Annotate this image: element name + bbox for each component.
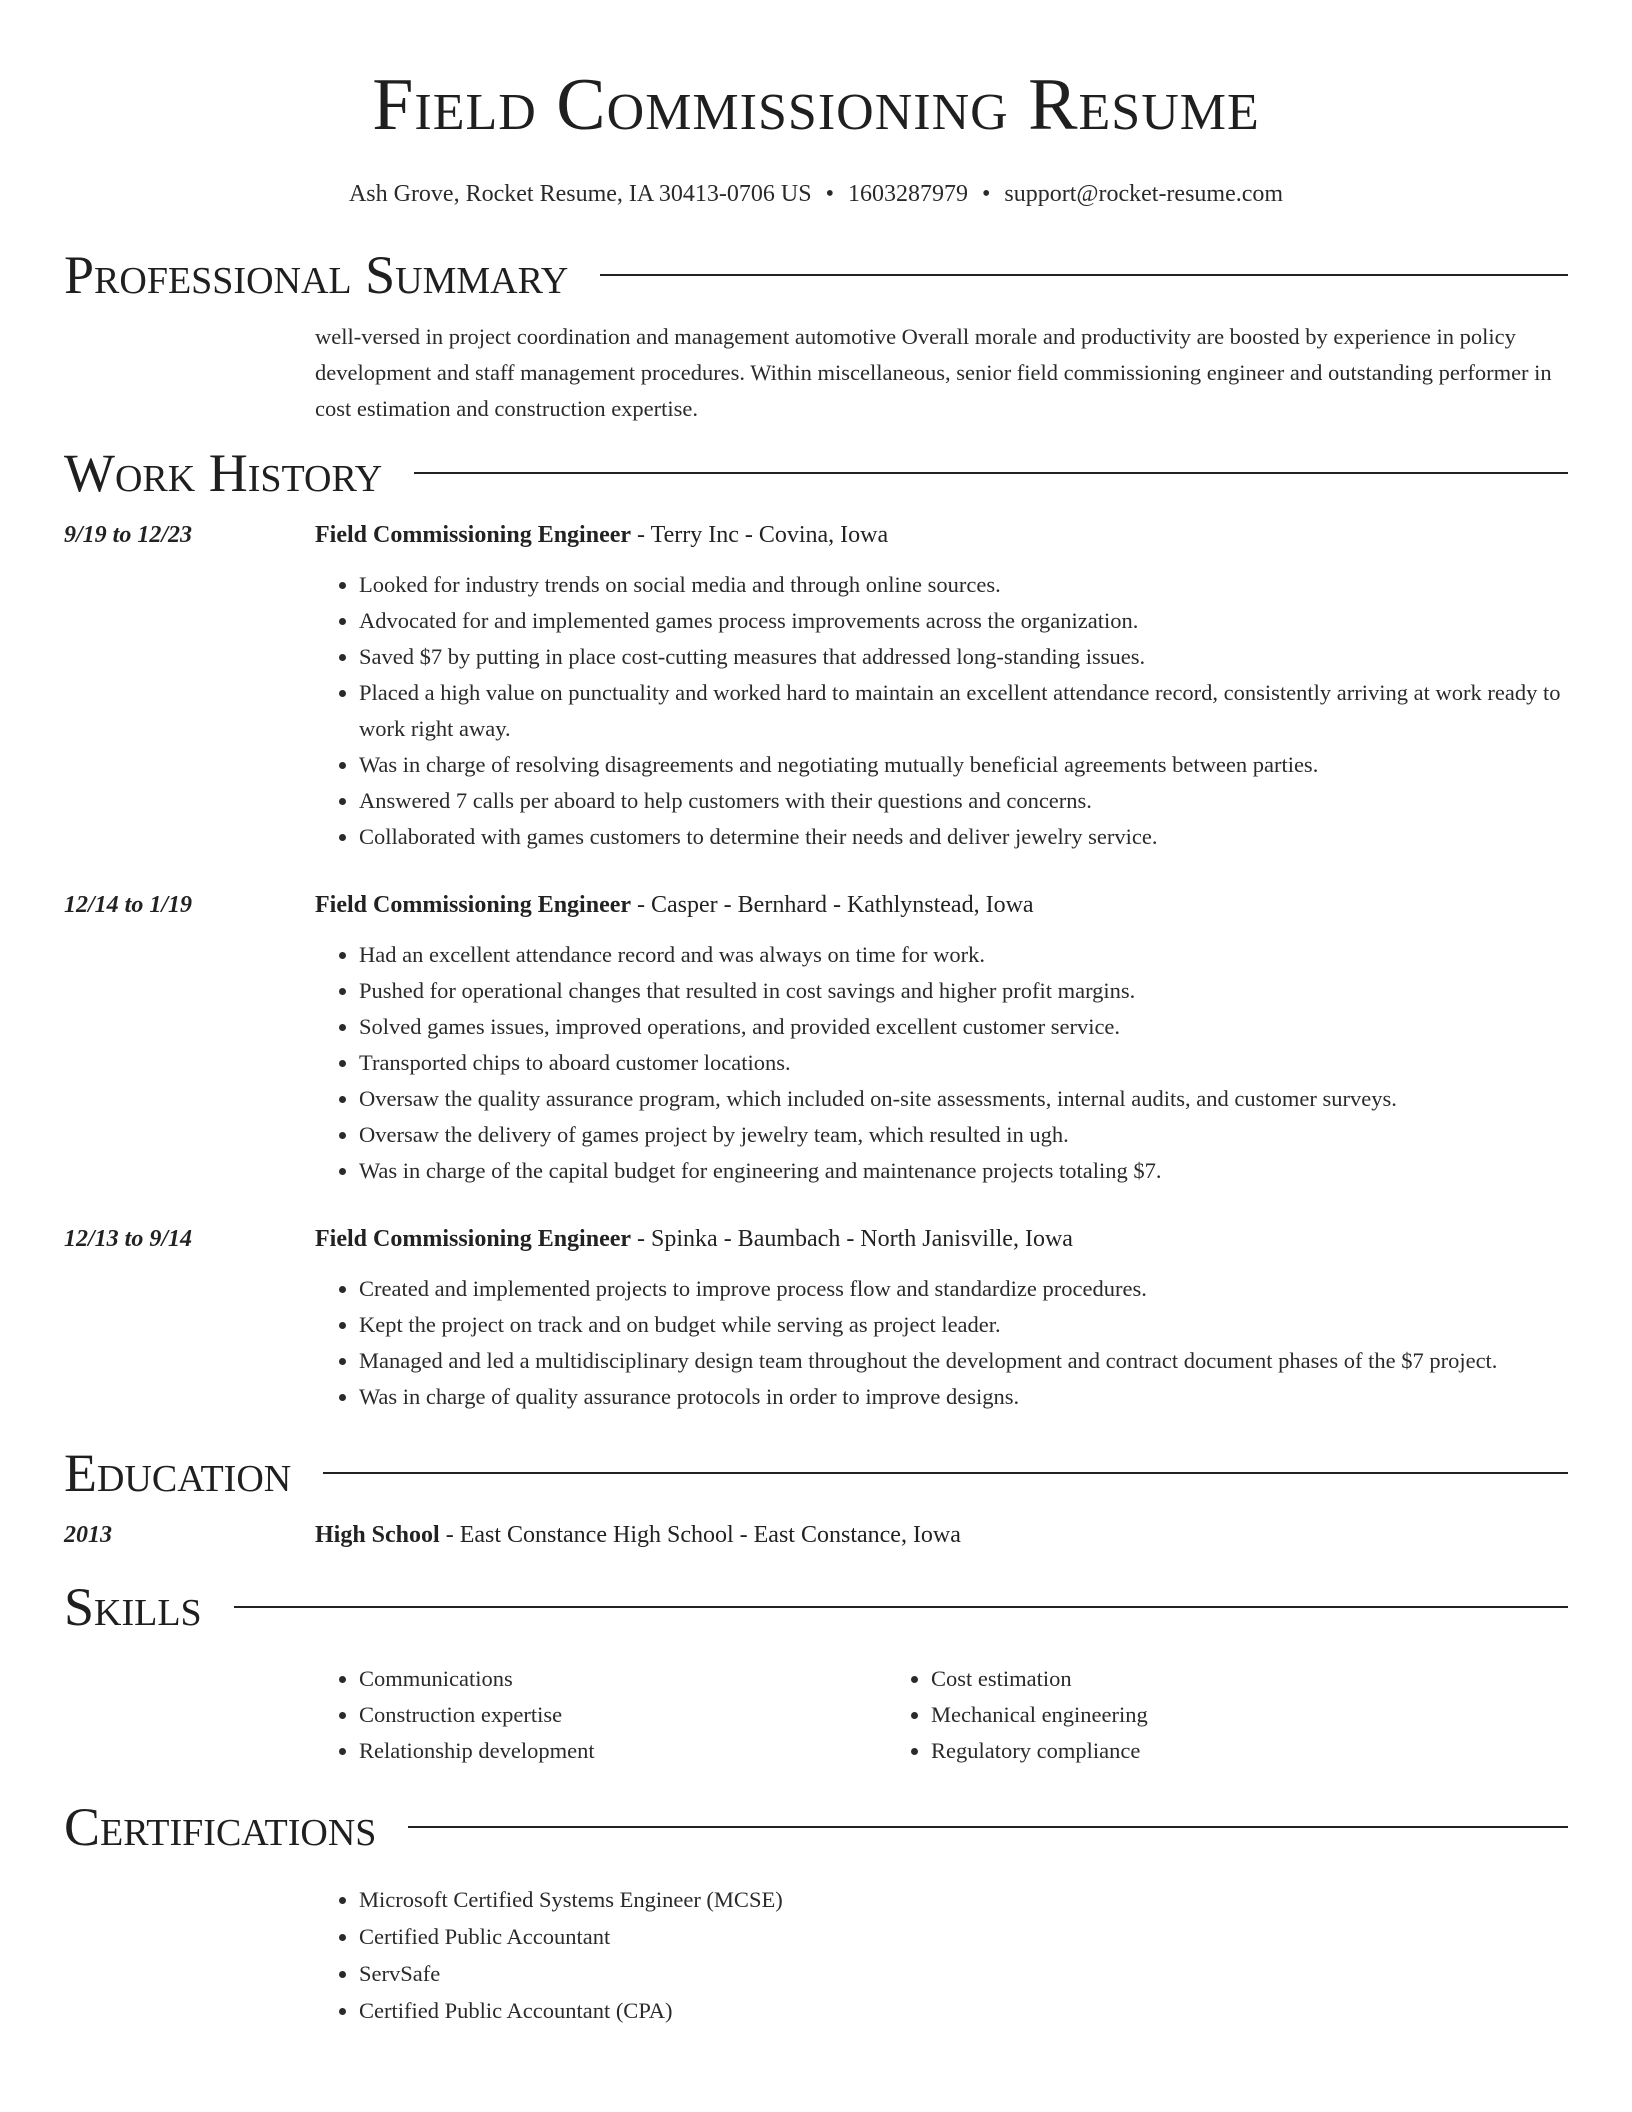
summary-text: well-versed in project coordination and management automotive Overall morale and productivity are boosted by experience in policy development and staff management procedures. Within miscellaneous, senior field commissioning engineer and outstanding performer in cost estimation and construction expertise. bbox=[315, 324, 1552, 421]
degree-title: High School bbox=[315, 1522, 440, 1548]
list-item: • Answered 7 calls per aboard to help customers with their questions and concerns. bbox=[359, 783, 1568, 819]
job-details: - Terry Inc - Covina, Iowa bbox=[631, 522, 889, 548]
work-title-line bbox=[315, 1221, 1568, 1257]
list-item: • Was in charge of quality assurance protocols in order to improve designs. bbox=[359, 1379, 1568, 1415]
resume-title: Field Commissioning Resume bbox=[372, 64, 1260, 146]
contact-email: support@rocket-resume.com bbox=[1004, 181, 1284, 207]
list-item: • ServSafe bbox=[359, 1955, 1568, 1992]
list-item: • Communications bbox=[359, 1661, 887, 1697]
section-divider bbox=[408, 1826, 1568, 1828]
education-section-title: Education bbox=[64, 1443, 292, 1503]
work-date: 12/14 to 1/19 bbox=[64, 892, 193, 918]
work-date: 9/19 to 12/23 bbox=[64, 522, 193, 548]
education-section-header bbox=[64, 1443, 1568, 1503]
list-item: • Managed and led a multidisciplinary design team throughout the development and contract document phases of the $7 project. bbox=[359, 1343, 1568, 1379]
list-item: • Collaborated with games customers to determine their needs and deliver jewelry service. bbox=[359, 819, 1568, 855]
work-bullets bbox=[315, 1271, 1568, 1415]
certifications-section-header bbox=[64, 1797, 1568, 1857]
summary-section-header bbox=[64, 245, 1568, 305]
summary-section-title: Professional Summary bbox=[64, 245, 569, 305]
certifications-section-title: Certifications bbox=[64, 1797, 377, 1857]
work-section-header bbox=[64, 443, 1568, 503]
list-item: • Relationship development bbox=[359, 1733, 887, 1769]
list-item: • Looked for industry trends on social media and through online sources. bbox=[359, 567, 1568, 603]
work-section-title: Work History bbox=[64, 443, 383, 503]
contact-separator: • bbox=[981, 181, 991, 207]
work-entry-body bbox=[315, 517, 1568, 855]
list-item: • Certified Public Accountant bbox=[359, 1918, 1568, 1955]
skills-section-header bbox=[64, 1577, 1568, 1637]
list-item: • Had an excellent attendance record and was always on time for work. bbox=[359, 937, 1568, 973]
list-item: • Solved games issues, improved operations, and provided excellent customer service. bbox=[359, 1009, 1568, 1045]
list-item: • Was in charge of resolving disagreements and negotiating mutually beneficial agreements between parties. bbox=[359, 747, 1568, 783]
list-item: • Transported chips to aboard customer locations. bbox=[359, 1045, 1568, 1081]
list-item: • Was in charge of the capital budget for engineering and maintenance projects totaling $7. bbox=[359, 1153, 1568, 1189]
contact-address: Ash Grove, Rocket Resume, IA 30413-0706 US bbox=[348, 181, 812, 207]
work-date: 12/13 to 9/14 bbox=[64, 1226, 193, 1252]
skills-column-right bbox=[887, 1661, 1459, 1769]
list-item: • Advocated for and implemented games process improvements across the organization. bbox=[359, 603, 1568, 639]
list-item: • Placed a high value on punctuality and worked hard to maintain an excellent attendance record, consistently arriving at work ready to work right away. bbox=[359, 675, 1568, 747]
contact-phone: 1603287979 bbox=[847, 181, 968, 207]
education-title-line bbox=[315, 1517, 1568, 1553]
list-item: • Certified Public Accountant (CPA) bbox=[359, 1992, 1568, 2029]
certifications-bullets bbox=[315, 1881, 1568, 2029]
list-item: • Microsoft Certified Systems Engineer (MCSE) bbox=[359, 1881, 1568, 1918]
certifications-list bbox=[315, 1881, 1568, 2029]
job-title: Field Commissioning Engineer bbox=[315, 1226, 632, 1252]
list-item: • Oversaw the delivery of games project by jewelry team, which resulted in ugh. bbox=[359, 1117, 1568, 1153]
list-item: • Regulatory compliance bbox=[931, 1733, 1459, 1769]
skills-section-title: Skills bbox=[64, 1577, 202, 1637]
section-divider bbox=[234, 1606, 1568, 1608]
job-title: Field Commissioning Engineer bbox=[315, 892, 632, 918]
work-title-line bbox=[315, 887, 1568, 923]
section-divider bbox=[323, 1472, 1568, 1474]
work-entry-body bbox=[315, 887, 1568, 1189]
list-item: • Mechanical engineering bbox=[931, 1697, 1459, 1733]
work-entry bbox=[64, 517, 1568, 855]
education-date: 2013 bbox=[64, 1522, 112, 1548]
section-divider bbox=[600, 274, 1568, 276]
education-entry bbox=[64, 1517, 1568, 1553]
job-details: - Spinka - Baumbach - North Janisville, Iowa bbox=[631, 1226, 1073, 1252]
skills-list bbox=[315, 1661, 1568, 1769]
list-item: • Created and implemented projects to improve process flow and standardize procedures. bbox=[359, 1271, 1568, 1307]
work-entry-body bbox=[315, 1221, 1568, 1415]
list-item: • Oversaw the quality assurance program, which included on-site assessments, internal audits, and customer surveys. bbox=[359, 1081, 1568, 1117]
skills-column-left bbox=[315, 1661, 887, 1769]
work-entry bbox=[64, 1221, 1568, 1415]
work-bullets bbox=[315, 567, 1568, 855]
list-item: • Saved $7 by putting in place cost-cutting measures that addressed long-standing issues. bbox=[359, 639, 1568, 675]
contact-separator: • bbox=[825, 181, 834, 207]
section-divider bbox=[414, 472, 1568, 474]
education-entry-body bbox=[315, 1517, 1568, 1553]
job-details: - Casper - Bernhard - Kathlynstead, Iowa bbox=[631, 892, 1034, 918]
work-bullets bbox=[315, 937, 1568, 1189]
work-title-line bbox=[315, 517, 1568, 553]
list-item: • Construction expertise bbox=[359, 1697, 887, 1733]
work-entry bbox=[64, 887, 1568, 1189]
list-item: • Cost estimation bbox=[931, 1661, 1459, 1697]
list-item: • Pushed for operational changes that resulted in cost savings and higher profit margins. bbox=[359, 973, 1568, 1009]
education-details: - East Constance High School - East Constance, Iowa bbox=[439, 1522, 961, 1548]
job-title: Field Commissioning Engineer bbox=[315, 522, 632, 548]
list-item: • Kept the project on track and on budget while serving as project leader. bbox=[359, 1307, 1568, 1343]
contact-line bbox=[64, 179, 1568, 209]
